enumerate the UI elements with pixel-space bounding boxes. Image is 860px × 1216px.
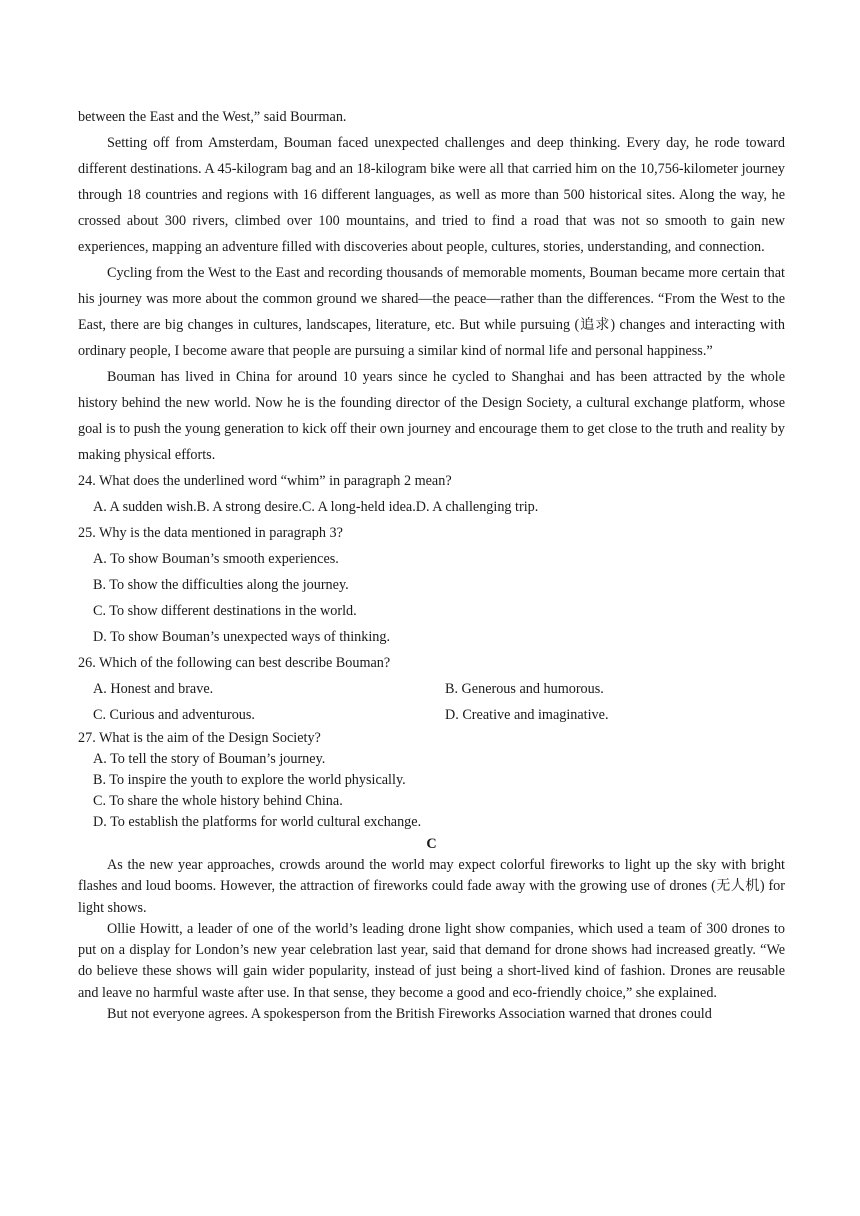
question-24: [78, 468, 785, 520]
question-stem: 27. What is the aim of the Design Society?: [78, 730, 321, 746]
document-page: [78, 104, 785, 1025]
question-27: [78, 728, 785, 833]
question-stem: 25. Why is the data mentioned in paragraph 3?: [78, 525, 343, 541]
option-a: A. To tell the story of Bouman’s journey.: [93, 751, 326, 767]
options-grid: [78, 676, 785, 728]
option-d: D. To establish the platforms for world cultural exchange.: [93, 814, 422, 830]
question-options: A. A sudden wish.B. A strong desire.C. A long-held idea.D. A challenging trip.: [93, 499, 539, 515]
question-stem: 26. Which of the following can best describe Bouman?: [78, 655, 391, 671]
option-c: C. To show different destinations in the world.: [93, 603, 357, 619]
question-stem: 24. What does the underlined word “whim” in paragraph 2 mean?: [78, 473, 452, 489]
option-a: A. Honest and brave.: [93, 681, 214, 697]
option-c: C. To share the whole history behind China.: [93, 793, 343, 809]
option-d: D. To show Bouman’s unexpected ways of thinking.: [93, 629, 391, 645]
section-heading: C: [426, 836, 437, 852]
passage-b-paragraph: Bouman has lived in China for around 10 years since he cycled to Shanghai and has been attracted by the whole history behind the new world. Now he is the founding director of the Design Society, a cultural exchange platform, whose goal is to push the young generation to kick off their own journey and encourage them to get close to the truth and reality by making physical efforts.: [78, 369, 785, 463]
option-a: A. To show Bouman’s smooth experiences.: [93, 551, 339, 567]
option-b: B. To show the difficulties along the journey.: [93, 577, 349, 593]
passage-c: [78, 855, 785, 1025]
option-b: B. Generous and humorous.: [445, 681, 604, 697]
passage-c-paragraph: But not everyone agrees. A spokesperson from the British Fireworks Association warned that drones could: [107, 1006, 712, 1023]
question-26: [78, 650, 785, 728]
passage-b-paragraph: Cycling from the West to the East and recording thousands of memorable moments, Bouman became more certain that his journey was more about the common ground we shared—the peace—rather than the differences. “From the West to the East, there are big changes in cultures, landscapes, literature, etc. But while pursuing (追求) changes and interacting with ordinary people, I become aware that people are pursuing a similar kind of normal life and personal happiness.”: [78, 265, 785, 359]
option-b: B. To inspire the youth to explore the world physically.: [93, 772, 406, 788]
passage-c-paragraph: As the new year approaches, crowds around the world may expect colorful fireworks to light up the sky with bright flashes and loud booms. However, the attraction of fireworks could fade away with the growing use of drones (无人机) for light shows.: [78, 857, 785, 916]
passage-b-closing-line: between the East and the West,” said Bourman.: [78, 109, 347, 125]
option-d: D. Creative and imaginative.: [445, 707, 609, 723]
question-25: [78, 520, 785, 650]
passage-c-paragraph: Ollie Howitt, a leader of one of the world’s leading drone light show companies, which used a team of 300 drones to put on a display for London’s new year celebration last year, said that demand for drone shows had increased greatly. “We do believe these shows will gain wider popularity, instead of just being a short-lived kind of fashion. Drones are reusable and leave no harmful waste after use. In that sense, they become a good and eco-friendly choice,” she explained.: [78, 920, 785, 1001]
option-c: C. Curious and adventurous.: [93, 707, 255, 723]
passage-b-paragraph: Setting off from Amsterdam, Bouman faced unexpected challenges and deep thinking. Every day, he rode toward different destinations. A 45-kilogram bag and an 18-kilogram bike were all that carried him on the 10,756-kilometer journey through 18 countries and regions with 16 different languages, as well as more than 500 historical sites. Along the way, he crossed about 300 rivers, climbed over 100 mountains, and tried to find a road that was not so smooth to gain new experiences, mapping an adventure filled with discoveries about people, cultures, stories, understanding, and connection.: [78, 135, 785, 255]
